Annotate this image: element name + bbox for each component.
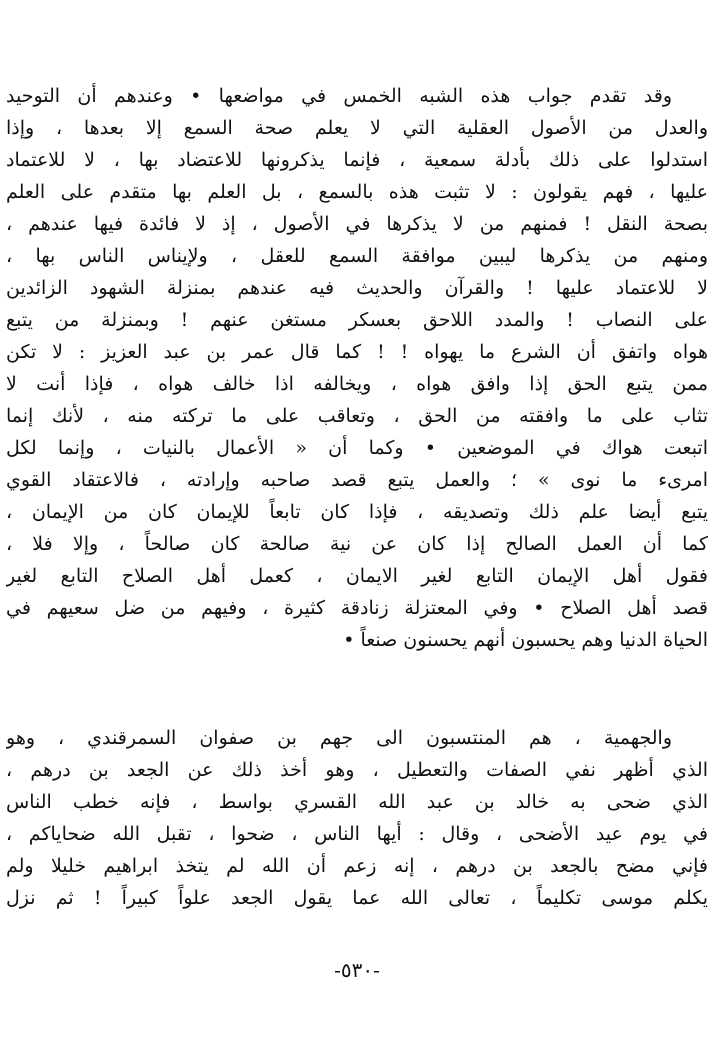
text-line: الذي أظهر نفي الصفات والتعطيل ، وهو أخذ ذلك عن الجعد بن درهم ، [6,759,708,781]
text-line: ومنهم من يذكرها ليبين موافقة السمع للعقل ، ولإيناس الناس بها ، [6,245,708,267]
text-line: والجهمية ، هم المنتسبون الى جهم بن صفوان السمرقندي ، وهو [6,727,672,749]
text-line: امرىء ما نوى » ؛ والعمل يتبع قصد صاحبه وإرادته ، فالاعتقاد القوي [6,469,708,491]
text-line: على النصاب ! والمدد اللاحق بعسكر مستغن عنهم ! وبمنزلة من يتبع [6,309,708,331]
page-number: -٥٣٠- [334,958,380,982]
paragraph-jahmiyya [6,722,708,914]
text-line: هواه واتفق أن الشرع ما يهواه ! ! كما قال عمر بن عبد العزيز : لا تكن [6,341,708,363]
text-line: تثاب على ما وافقته من الحق ، وتعاقب على ما تركته منه ، لأنك إنما [6,405,708,427]
text-line: يكلم موسى تكليماً ، تعالى الله عما يقول الجعد علواً كبيراً ! ثم نزل [6,887,708,909]
text-line: ممن يتبع الحق إذا وافق هواه ، ويخالفه اذا خالف هواه ، فإذا أنت لا [6,373,708,395]
paragraph-mutazila [6,80,708,656]
text-line: فإني مضح بالجعد بن درهم ، إنه زعم أن الله لم يتخذ ابراهيم خليلا ولم [6,855,708,877]
text-line: والعدل من الأصول العقلية التي لا يعلم صحة السمع إلا بعدها ، وإذا [6,117,708,139]
text-line: الذي ضحى به خالد بن عبد الله القسري بواسط ، فإنه خطب الناس [6,791,708,813]
text-line: وقد تقدم جواب هذه الشبه الخمس في مواضعها • وعندهم أن التوحيد [6,85,672,107]
text-line: بصحة النقل ! فمنهم من لا يذكرها في الأصول ، إذ لا فائدة فيها عندهم ، [6,213,708,235]
text-line: الحياة الدنيا وهم يحسبون أنهم يحسنون صنعاً • [343,629,708,651]
text-line: في يوم عيد الأضحى ، وقال : أيها الناس ، ضحوا ، تقبل الله ضحاياكم ، [6,823,708,845]
text-line: لا للاعتماد عليها ! والقرآن والحديث فيه عندهم بمنزلة الشهود الزائدين [6,277,708,299]
text-line: اتبعت هواك في الموضعين • وكما أن « الأعمال بالنيات ، وإنما لكل [6,437,708,459]
text-line: يتبع أيضا علم ذلك وتصديقه ، فإذا كان تابعاً للإيمان كان من الإيمان ، [6,501,708,523]
text-line: استدلوا على ذلك بأدلة سمعية ، فإنما يذكرونها للاعتضاد بها ، لا للاعتماد [6,149,708,171]
text-line: كما أن العمل الصالح إذا كان عن نية صالحة كان صالحاً ، وإلا فلا ، [6,533,708,555]
text-line: فقول أهل الإيمان التابع لغير الايمان ، كعمل أهل الصلاح التابع لغير [6,565,708,587]
text-line: عليها ، فهم يقولون : لا تثبت هذه بالسمع ، بل العلم بها متقدم على العلم [6,181,708,203]
text-line: قصد أهل الصلاح • وفي المعتزلة زنادقة كثيرة ، وفيهم من ضل سعيهم في [6,597,708,619]
